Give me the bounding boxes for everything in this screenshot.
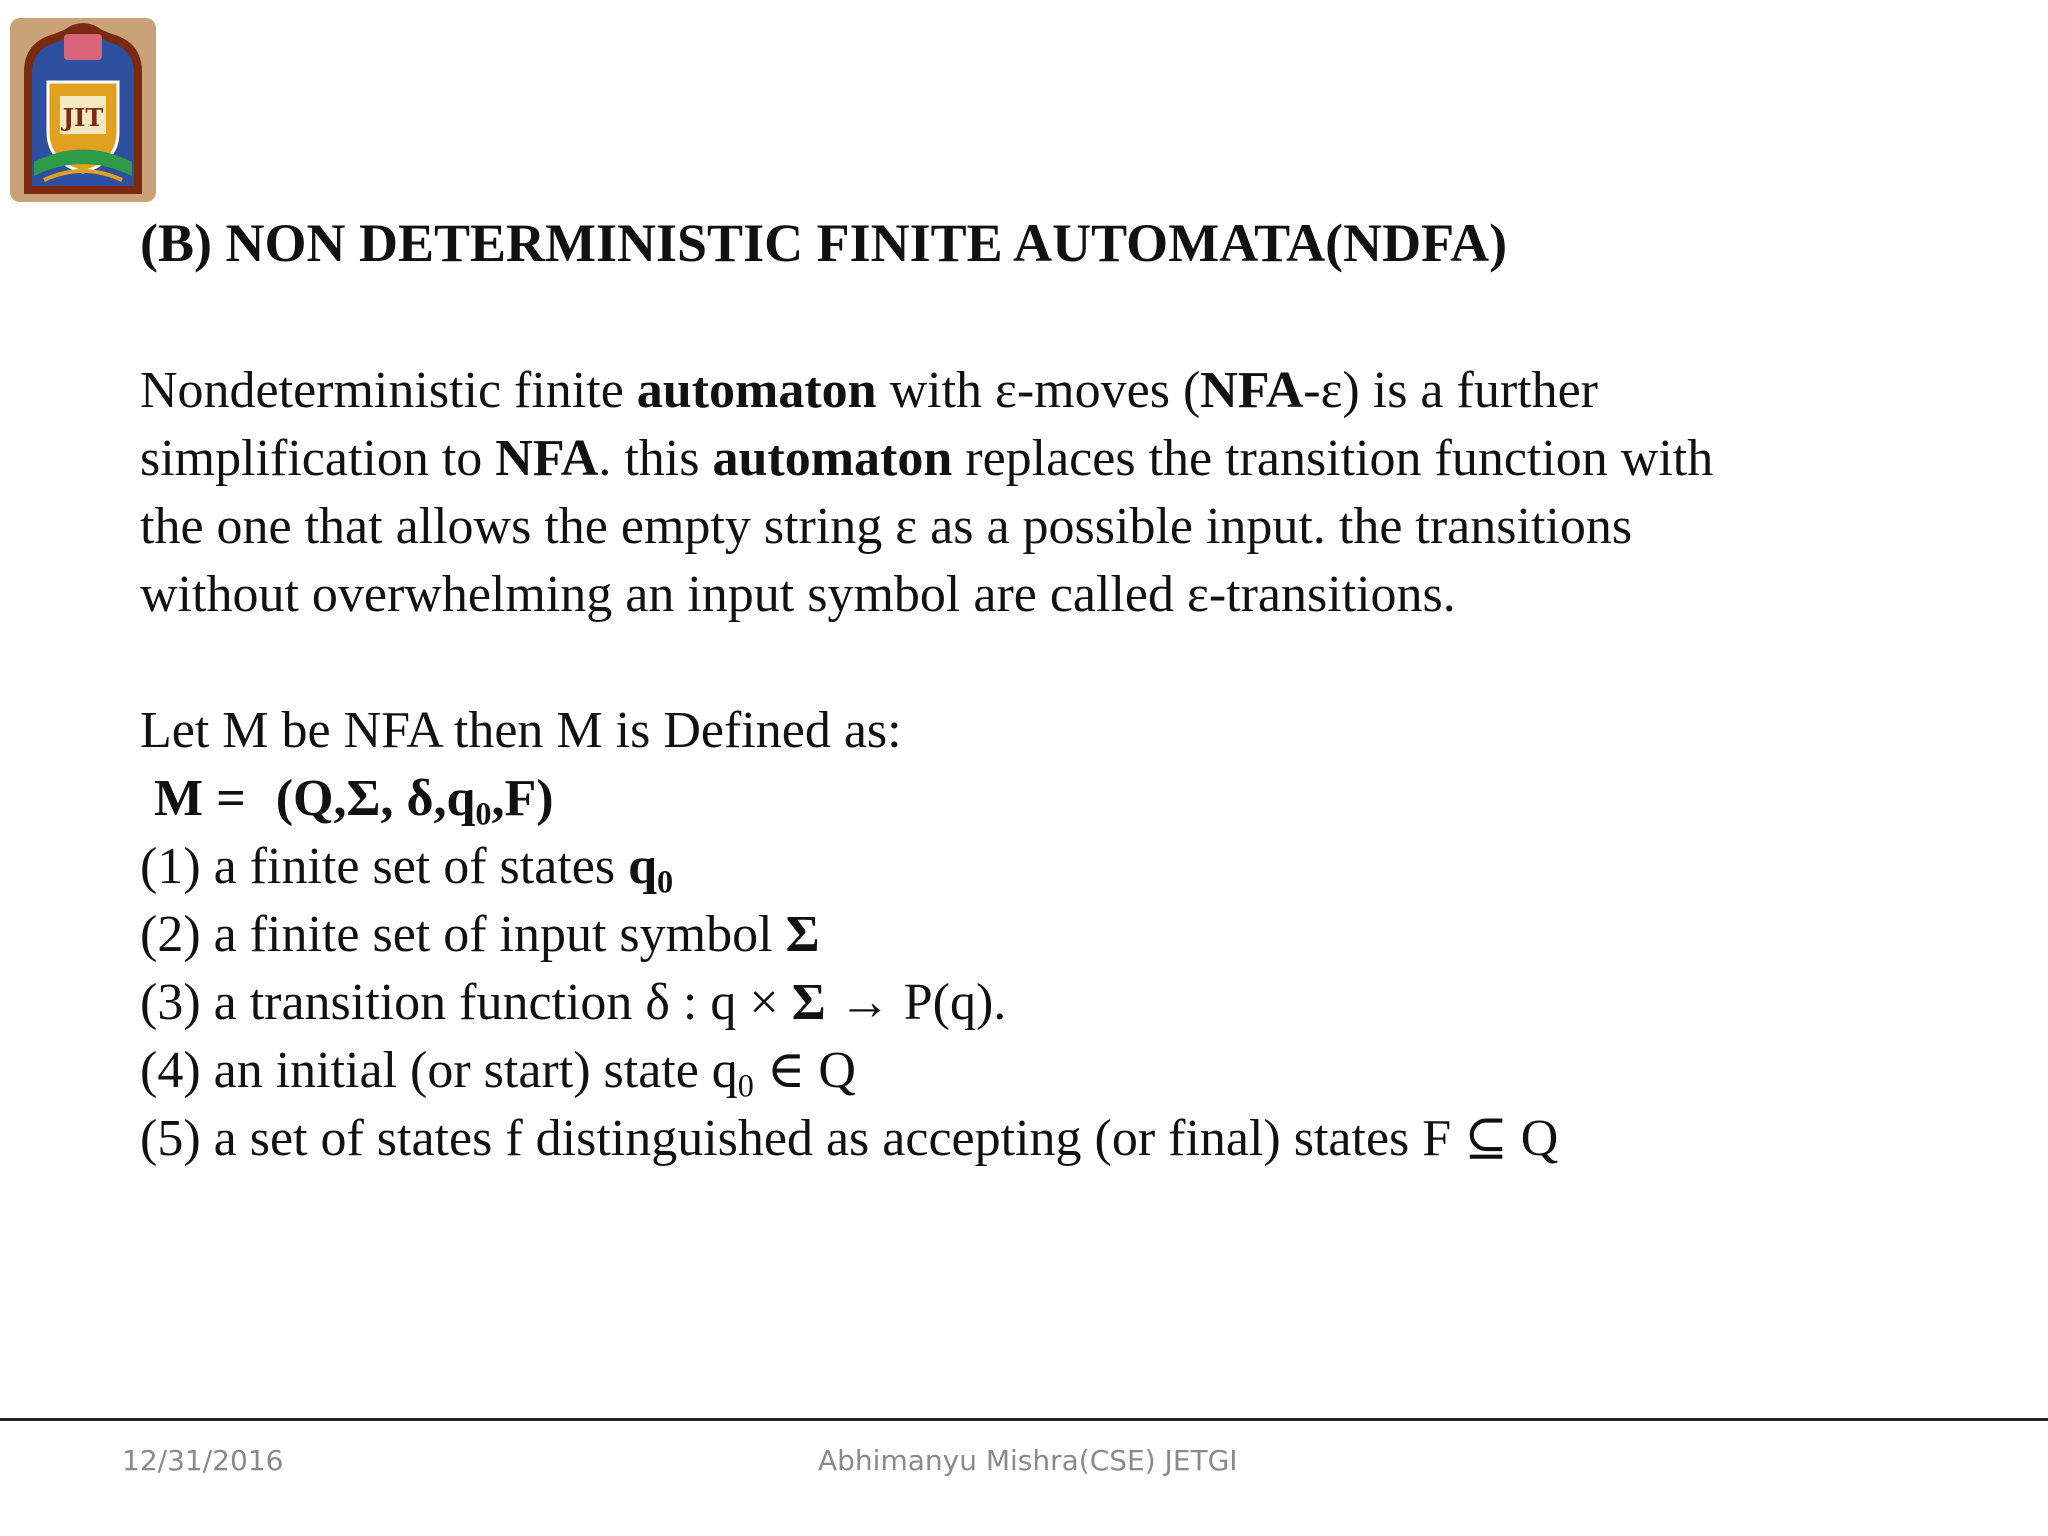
- paragraph-line: without overwhelming an input symbol are called ε-transitions.: [140, 566, 1456, 623]
- tuple-formula: M = (Q,Σ, $\delta,q_0,F$): [154, 770, 554, 832]
- nfa-definition-list: [140, 697, 1558, 1173]
- paragraph-line: Nondeterministic finite automaton with ε-moves (NFA-ε) is a further: [140, 362, 1598, 419]
- institute-logo: [4, 12, 162, 208]
- list-item: (5) a set of states f distinguished as accepting (or final) states F ⊆ Q: [140, 1110, 1559, 1167]
- footer-divider: [0, 1418, 2048, 1421]
- list-item: (1) a finite set of states $q_0$: [140, 838, 674, 900]
- slide-title: (B) NON DETERMINISTIC FINITE AUTOMATA(NDFA): [140, 213, 1508, 273]
- footer-author: Abhimanyu Mishra(CSE) JETGI: [818, 1444, 1238, 1477]
- logo-text: JIT: [62, 103, 104, 132]
- list-item: (2) a finite set of input symbol Σ: [140, 906, 820, 963]
- definition-paragraph: [140, 357, 1960, 629]
- list-item: (3) a transition function δ : q × Σ → P(q).: [140, 974, 1007, 1031]
- footer-date: 12/31/2016: [122, 1444, 284, 1477]
- list-item: (4) an initial (or start) state $q_0$ ∈ Q: [140, 1042, 856, 1104]
- definition-intro: Let M be NFA then M is Defined as:: [140, 702, 902, 759]
- paragraph-line: simplification to NFA. this automaton replaces the transition function with: [140, 430, 1714, 487]
- paragraph-line: the one that allows the empty string ε as a possible input. the transitions: [140, 498, 1633, 555]
